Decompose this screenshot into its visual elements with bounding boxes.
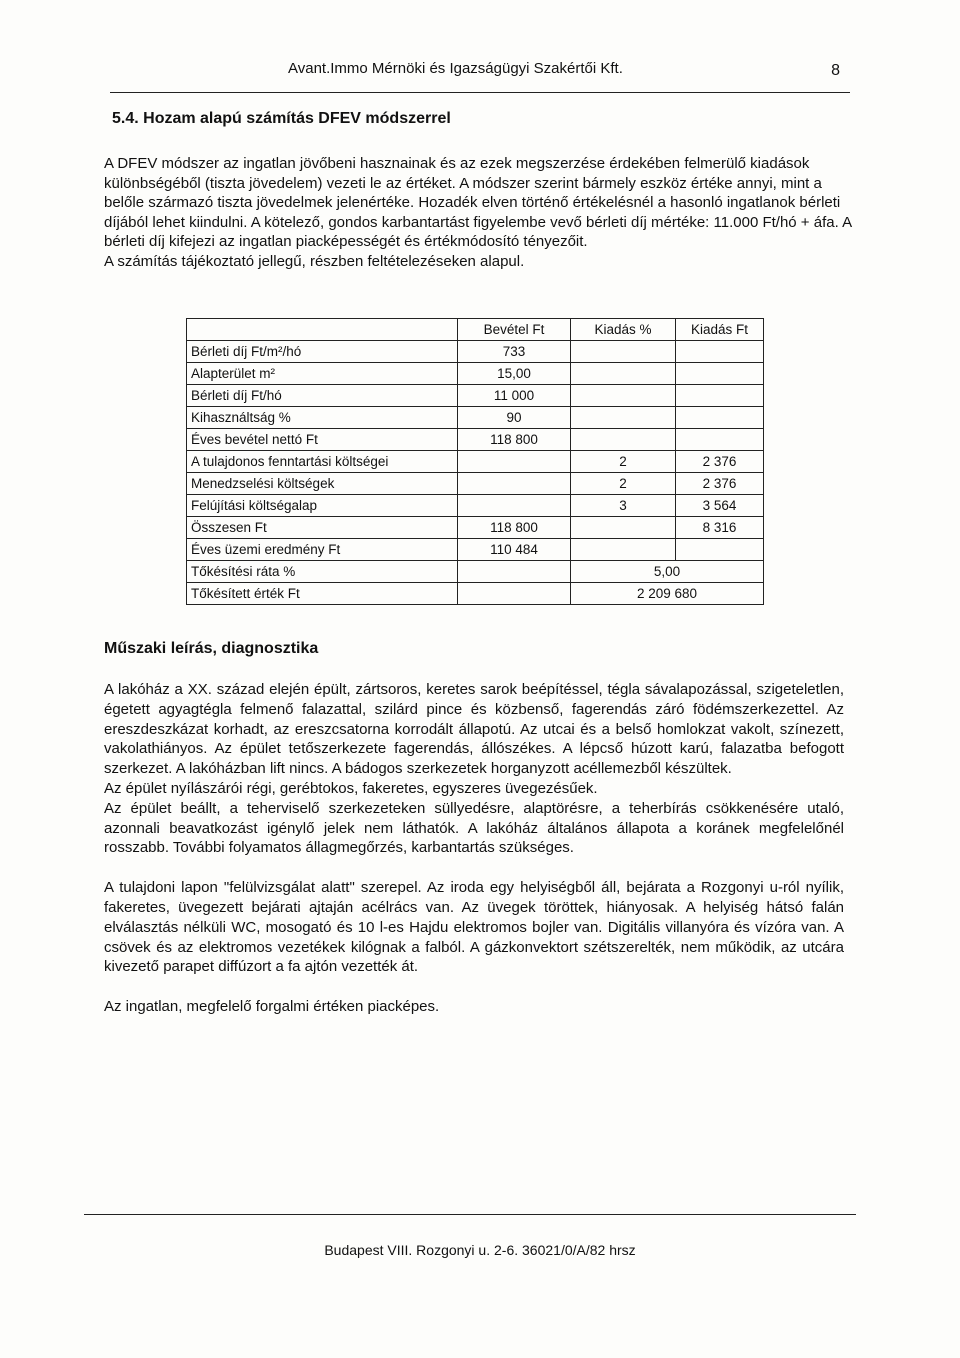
summary-value: 2 209 680 (571, 583, 764, 605)
kiadas-pct-cell (571, 539, 676, 561)
summary-label: Tőkésítési ráta % (187, 561, 458, 583)
bevetel-cell: 11 000 (458, 385, 571, 407)
table-body (187, 341, 764, 605)
table-header-row (187, 319, 764, 341)
row-label: Összesen Ft (187, 517, 458, 539)
summary-empty-cell (458, 583, 571, 605)
row-label: Bérleti díj Ft/m²/hó (187, 341, 458, 363)
diagnostics-paragraph: A lakóház a XX. század elején épült, zártsoros, keretes sarok beépítéssel, tégla sávalapozással, szigeteletlen, égetett agyagtégla felmenő falazattal, szilárd pince és közbenső, fagerendás záró födémszerkezettel. Az ereszdeszkázat korhadt, az ereszcsatorna korrodált állapotú. Az utcai és a belső homlokzat vakolt, színezett, vakolathiányos. Az épület tetőszerkezete fagerendás, állószékes. A lépcső húzott karú, falazatba befogott szerkezet. A lakóházban lift nincs. A bádogos szerkezetek horganyzott acéllemezből készültek. (104, 681, 844, 778)
kiadas-pct-cell: 3 (571, 495, 676, 517)
summary-row (187, 561, 764, 583)
summary-row (187, 583, 764, 605)
summary-value: 5,00 (571, 561, 764, 583)
table-header-kiadas-ft: Kiadás Ft (676, 319, 764, 341)
kiadas-pct-cell (571, 517, 676, 539)
yield-calculation-table (186, 318, 764, 605)
bevetel-cell (458, 451, 571, 473)
row-label: Kihasználtság % (187, 407, 458, 429)
table-row (187, 385, 764, 407)
bevetel-cell: 90 (458, 407, 571, 429)
bevetel-cell: 118 800 (458, 517, 571, 539)
table-header-label (187, 319, 458, 341)
row-label: Éves bevétel nettó Ft (187, 429, 458, 451)
diagnostics-paragraph: Az épület beállt, a teherviselő szerkezeteken süllyedésre, alaptörésre, a teherbírás csökkenésére utaló, azonnali beavatkozást igénylő jelek nem láthatók. A lakóház általános állapota a koránek megfelelőnél rosszabb. További folyamatos állagmegőrzés, karbantartás szükséges. (104, 799, 844, 857)
kiadas-pct-cell (571, 385, 676, 407)
table-row (187, 407, 764, 429)
table-row (187, 341, 764, 363)
intro-paragraph: A DFEV módszer az ingatlan jövőbeni hasznainak és az ezek megszerzése érdekében felmerülő kiadások különbségéből (tiszta jövedelem) vezeti le az értéket. A módszer szerint bármely eszköz értéke annyi, mint a belőle származó tiszta jövedelmek jelenértéke. Hozadék elven történő értékelésnél a hasonló ingatlanok bérleti díjából lehet kiindulni. A kötelező, gondos karbantartást figyelembe vevő bérleti díj mértéke: 11.000 Ft/hó + áfa. A bérleti díj kifejezi az ingatlan piacképességét és értékmódosító tényezőit. (104, 155, 852, 250)
bevetel-cell: 15,00 (458, 363, 571, 385)
row-label: Bérleti díj Ft/hó (187, 385, 458, 407)
diagnostics-text (104, 680, 844, 1037)
kiadas-ft-cell (676, 429, 764, 451)
kiadas-pct-cell: 2 (571, 473, 676, 495)
diagnostics-title: Műszaki leírás, diagnosztika (104, 640, 319, 657)
table-row (187, 451, 764, 473)
intro-text (104, 154, 854, 271)
kiadas-pct-cell: 2 (571, 451, 676, 473)
bevetel-cell (458, 473, 571, 495)
diagnostics-paragraph: Az épület nyílászárói régi, gerébtokos, fakeretes, egyszeres üvegezésűek. (104, 779, 598, 797)
table-row (187, 539, 764, 561)
table-row (187, 429, 764, 451)
bevetel-cell (458, 495, 571, 517)
bevetel-cell: 118 800 (458, 429, 571, 451)
kiadas-ft-cell (676, 407, 764, 429)
bevetel-cell: 110 484 (458, 539, 571, 561)
row-label: Felújítási költségalap (187, 495, 458, 517)
section-title: 5.4. Hozam alapú számítás DFEV módszerrel (112, 110, 451, 127)
header-divider (110, 92, 850, 93)
table-header-kiadas-pct: Kiadás % (571, 319, 676, 341)
page-number: 8 (831, 62, 840, 79)
diagnostics-paragraph: Az ingatlan, megfelelő forgalmi értéken piacképes. (104, 998, 440, 1016)
row-label: Éves üzemi eredmény Ft (187, 539, 458, 561)
row-label: Alapterület m² (187, 363, 458, 385)
diagnostics-paragraph: A tulajdoni lapon "felülvizsgálat alatt" szerepel. Az iroda egy helyiségből áll, bejárata a Rozgonyi u-ról nyílik, fakeretes, üvegezett bejárati ajtaján acélrács van. Az üvegek töröttek, hiányosak. A helyiség hátsó falán elválasztás nélküli WC, mosogató és 10 l-es Hajdu elektromos bojler van. Digitális villanyóra és vízóra van. A csövek és az elektromos vezetékek kilógnak a falból. A gázkonvektort szétszerelték, nem működik, az utcára kivezető parapet diffúzort a fa ajtón vezették át. (104, 879, 844, 976)
table-row (187, 473, 764, 495)
kiadas-pct-cell (571, 407, 676, 429)
table-row (187, 495, 764, 517)
kiadas-pct-cell (571, 429, 676, 451)
bevetel-cell: 733 (458, 341, 571, 363)
row-label: Menedzselési költségek (187, 473, 458, 495)
table-row (187, 363, 764, 385)
kiadas-ft-cell: 3 564 (676, 495, 764, 517)
kiadas-pct-cell (571, 363, 676, 385)
kiadas-ft-cell (676, 539, 764, 561)
company-name: Avant.Immo Mérnöki és Igazságügyi Szakértői Kft. (288, 60, 623, 77)
kiadas-pct-cell (571, 341, 676, 363)
kiadas-ft-cell: 8 316 (676, 517, 764, 539)
kiadas-ft-cell (676, 385, 764, 407)
footer-divider (84, 1214, 856, 1215)
intro-paragraph: A számítás tájékoztató jellegű, részben feltételezéseken alapul. (104, 252, 525, 270)
summary-empty-cell (458, 561, 571, 583)
kiadas-ft-cell (676, 341, 764, 363)
footer-address: Budapest VIII. Rozgonyi u. 2-6. 36021/0/A/82 hrsz (324, 1242, 636, 1258)
row-label: A tulajdonos fenntartási költségei (187, 451, 458, 473)
kiadas-ft-cell (676, 363, 764, 385)
summary-label: Tőkésített érték Ft (187, 583, 458, 605)
kiadas-ft-cell: 2 376 (676, 451, 764, 473)
table-row (187, 517, 764, 539)
kiadas-ft-cell: 2 376 (676, 473, 764, 495)
table-header-bevetel: Bevétel Ft (458, 319, 571, 341)
